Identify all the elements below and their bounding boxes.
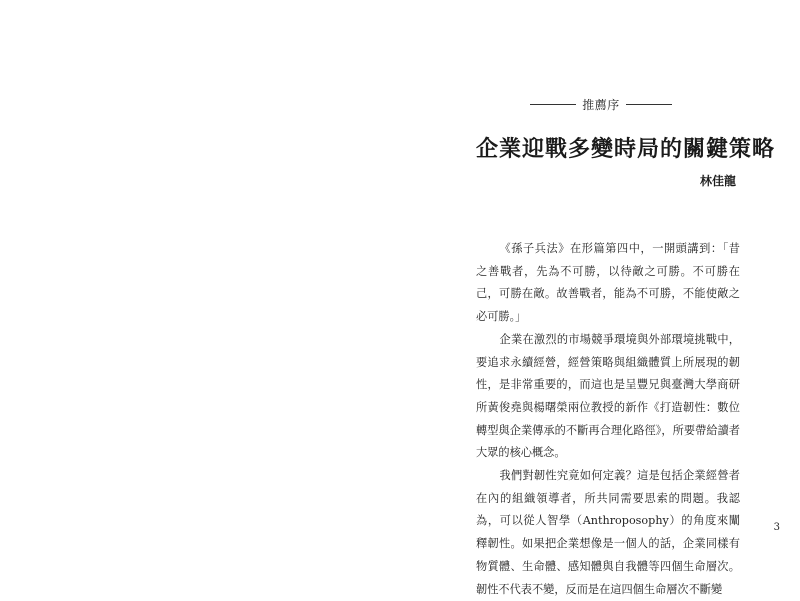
section-label-text: 推薦序 — [582, 98, 620, 112]
paragraph-3: 我們對韌性究竟如何定義？這是包括企業經營者在內的組織領導者，所共同需要思索的問題。我認為，可以從人智學（Anthroposophy）的角度來闡釋韌性。如果把企業想像是一個人的話，企業同樣有物質體、生命體、感知體與自我體等四個生命層次。韌性不代表不變，反而是在這四個生命層次不斷變 — [476, 469, 740, 596]
body-text — [476, 238, 740, 601]
right-rule — [626, 104, 672, 105]
author-name: 林佳龍 — [699, 174, 736, 188]
left-rule — [530, 104, 576, 105]
page-number: 3 — [773, 522, 780, 533]
paragraph-2: 企業在激烈的市場競爭環境與外部環境挑戰中，要追求永續經營，經營策略與組織體質上所展現的韌性，是非常重要的，而這也是呈豐兄與臺灣大學商研所黃俊堯與楊曙榮兩位教授的新作《打造韌性：數位轉型與企業傳承的不斷再合理化路徑》，所要帶給讀者大眾的核心概念。 — [476, 332, 740, 460]
section-label — [530, 96, 672, 113]
paragraph-1: 《孫子兵法》在形篇第四中，一開頭講到：「昔之善戰者，先為不可勝，以待敵之可勝。不可勝在己，可勝在敵。故善戰者，能為不可勝，不能使敵之必可勝。」 — [476, 242, 740, 324]
page-title: 企業迎戰多變時局的關鍵策略 — [476, 136, 776, 162]
